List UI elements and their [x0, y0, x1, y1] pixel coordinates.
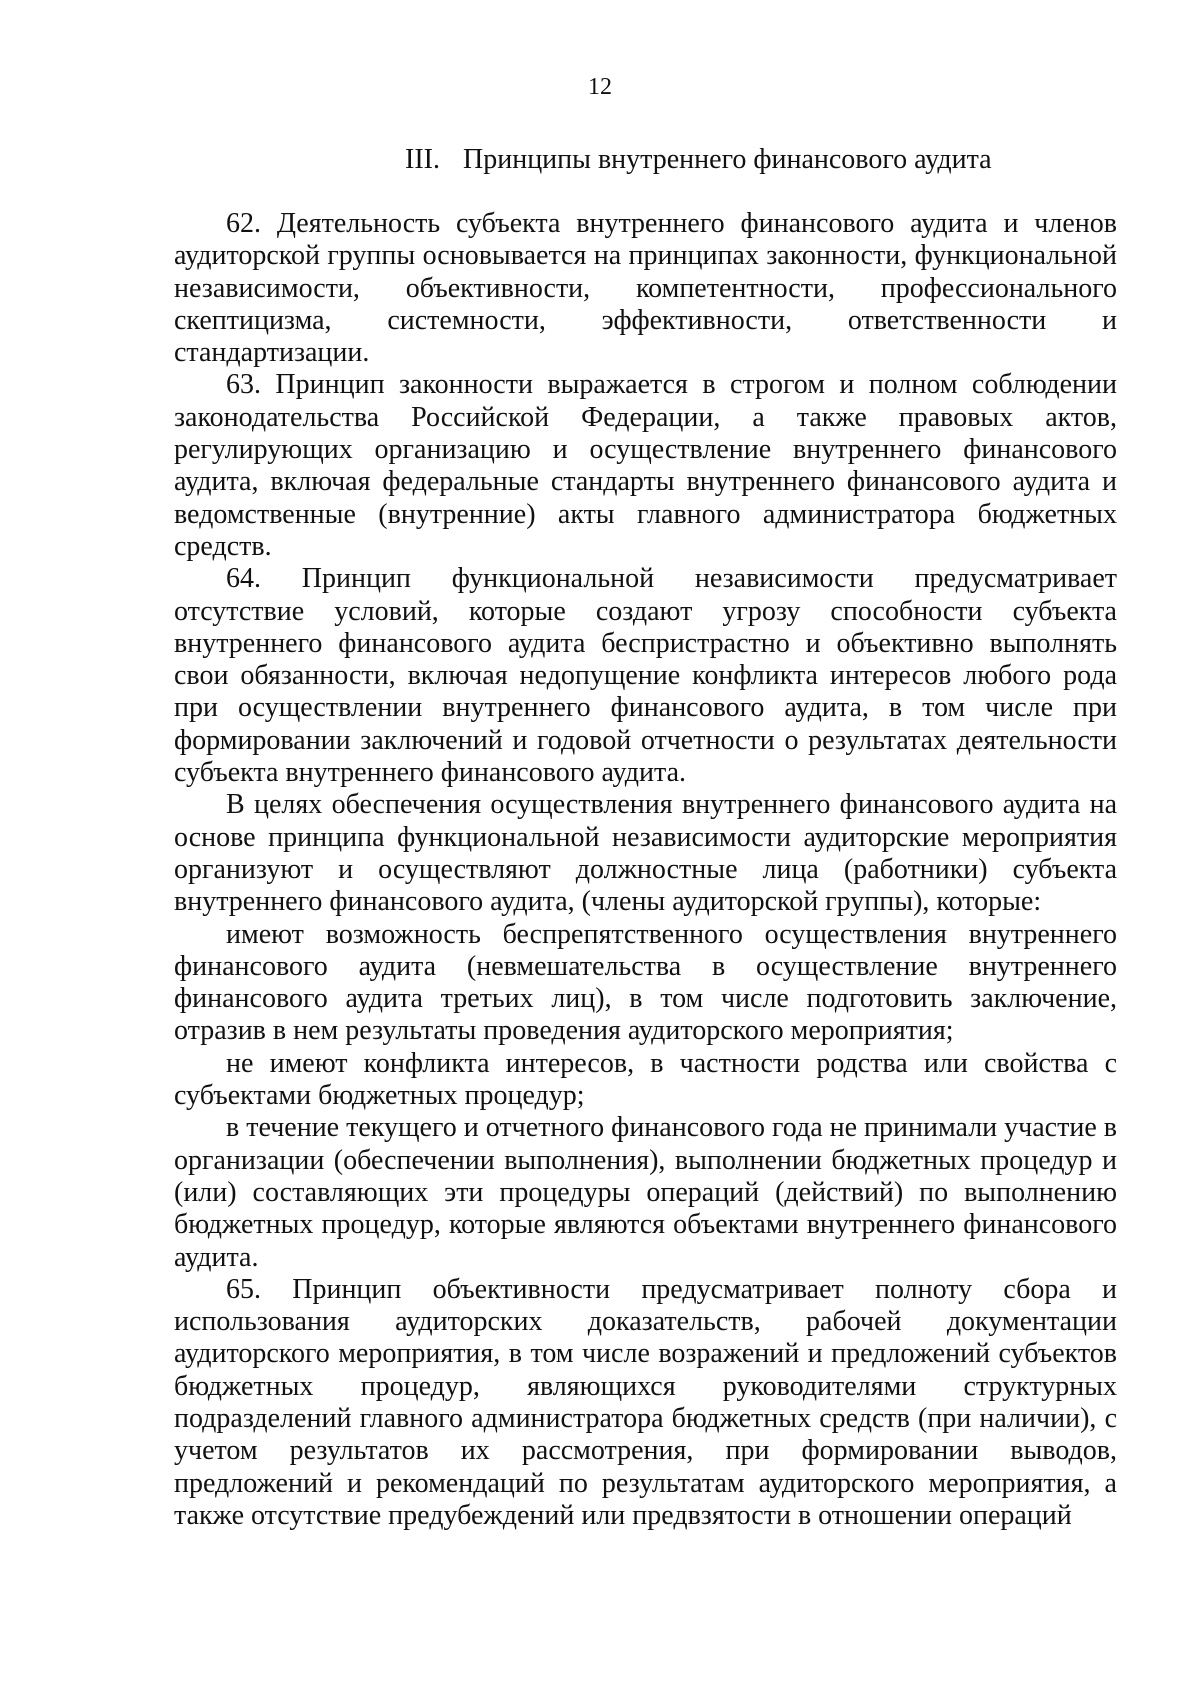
section-title-text: Принципы внутреннего финансового аудита: [463, 144, 992, 175]
paragraph-independence-intro: В целях обеспечения осуществления внутреннего финансового аудита на основе принципа функциональной независимости аудиторские мероприятия организуют и осуществляют должностные лица (работники) субъекта внутреннего финансового аудита, (члены аудиторской группы), которые:: [174, 789, 1117, 918]
paragraph-64: 64. Принцип функциональной независимости предусматривает отсутствие условий, которые создают угрозу способности субъекта внутреннего финансового аудита беспристрастно и объективно выполнять свои обязанности, включая недопущение конфликта интересов любого рода при осуществлении внутреннего финансового аудита, в том числе при формировании заключений и годовой отчетности о результатах деятельности субъекта внутреннего финансового аудита.: [174, 563, 1117, 789]
page-number: 12: [588, 74, 612, 100]
document-body: [174, 208, 1117, 1532]
list-item-unimpeded-audit: имеют возможность беспрепятственного осуществления внутреннего финансового аудита (невмешательства в осуществление внутреннего финансового аудита третьих лиц), в том числе подготовить заключение, отразив в нем результаты проведения аудиторского мероприятия;: [174, 918, 1117, 1047]
paragraph-65: 65. Принцип объективности предусматривает полноту сбора и использования аудиторских доказательств, рабочей документации аудиторского мероприятия, в том числе возражений и предложений субъектов бюджетных процедур, являющихся руководителями структурных подразделений главного администратора бюджетных средств (при наличии), с учетом результатов их рассмотрения, при формировании выводов, предложений и рекомендаций по результатам аудиторского мероприятия, а также отсутствие предубеждений или предвзятости в отношении операций: [174, 1273, 1117, 1531]
paragraph-62: 62. Деятельность субъекта внутреннего финансового аудита и членов аудиторской группы основывается на принципах законности, функциональной независимости, объективности, компетентности, профессионального скептицизма, системности, эффективности, ответственности и стандартизации.: [174, 208, 1117, 369]
list-item-no-participation: в течение текущего и отчетного финансового года не принимали участие в организации (обеспечении выполнения), выполнении бюджетных процедур и (или) составляющих эти процедуры операций (действий) по выполнению бюджетных процедур, которые являются объектами внутреннего финансового аудита.: [174, 1112, 1117, 1273]
section-title: [405, 143, 992, 177]
paragraph-63: 63. Принцип законности выражается в строгом и полном соблюдении законодательства Российской Федерации, а также правовых актов, регулирующих организацию и осуществление внутреннего финансового аудита, включая федеральные стандарты внутреннего финансового аудита и ведомственные (внутренние) акты главного администратора бюджетных средств.: [174, 369, 1117, 562]
section-numeral: III.: [405, 144, 440, 175]
list-item-no-conflict: не имеют конфликта интересов, в частности родства или свойства с субъектами бюджетных процедур;: [174, 1047, 1117, 1112]
